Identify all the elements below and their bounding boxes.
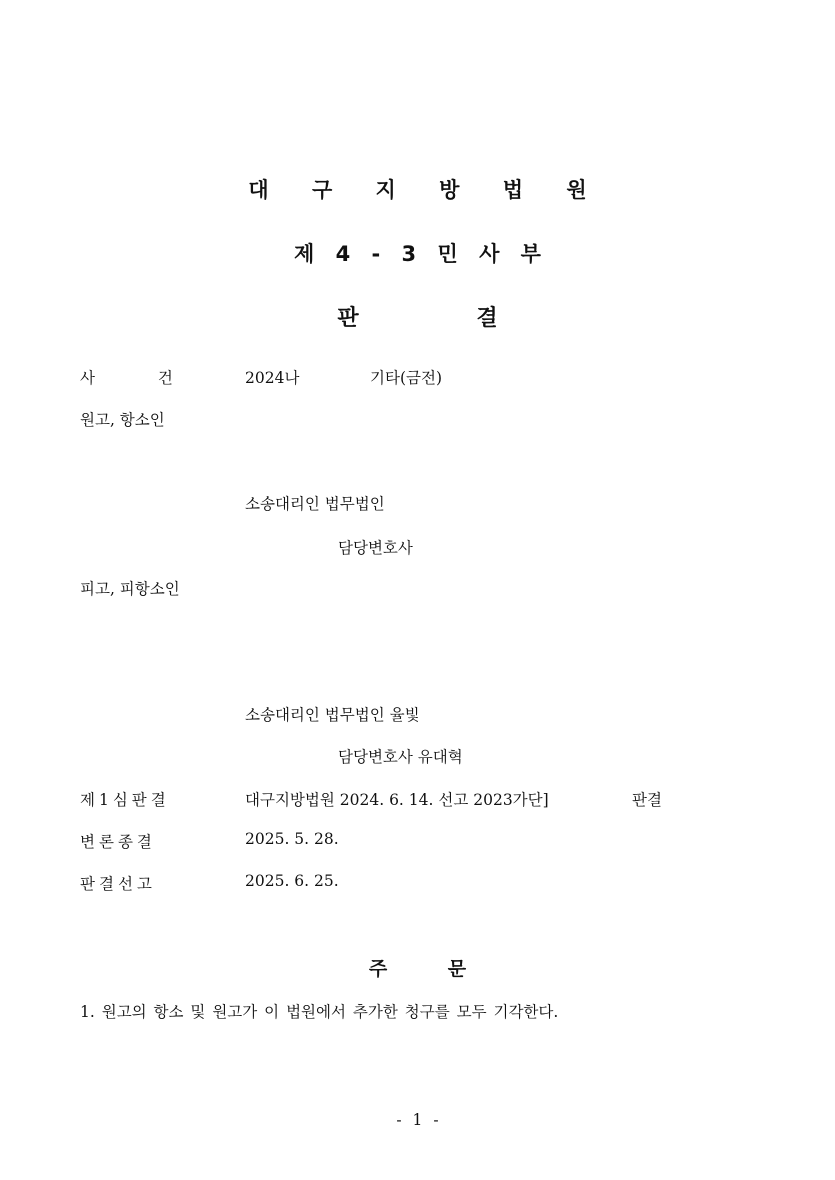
defendant-attorney: 담당변호사 유대혁 (338, 748, 463, 766)
order-item: 1. 원고의 항소 및 원고가 이 법원에서 추가한 청구를 모두 기각한다. (80, 1003, 559, 1021)
first-instance-value: 대구지방법원 2024. 6. 14. 선고 2023가단] (245, 791, 549, 809)
division-name: 제 4 - 3 민 사 부 (294, 242, 548, 266)
page-number: - 1 - (396, 1111, 439, 1129)
defendant-counsel: 소송대리인 법무법인 율빛 (245, 706, 420, 724)
plaintiff-counsel: 소송대리인 법무법인 (245, 495, 385, 513)
case-number: 2024나 (245, 369, 300, 387)
judgment-date-value: 2025. 6. 25. (245, 872, 339, 890)
order-heading: 주 문 (368, 958, 467, 980)
plaintiff-attorney: 담당변호사 (338, 539, 413, 557)
document-title: 판 결 (337, 306, 498, 331)
case-type: 기타(금전) (370, 369, 442, 387)
case-label: 사 건 (80, 369, 173, 387)
closing-argument-label: 변론종결 (80, 833, 156, 851)
first-instance-label: 제1심판결 (80, 791, 170, 809)
defendant-label: 피고, 피항소인 (80, 580, 180, 598)
closing-argument-value: 2025. 5. 28. (245, 830, 339, 848)
plaintiff-label: 원고, 항소인 (80, 411, 165, 429)
court-name: 대 구 지 방 법 원 (248, 178, 605, 202)
judgment-date-label: 판결선고 (80, 875, 156, 893)
first-instance-suffix: 판결 (632, 791, 662, 809)
